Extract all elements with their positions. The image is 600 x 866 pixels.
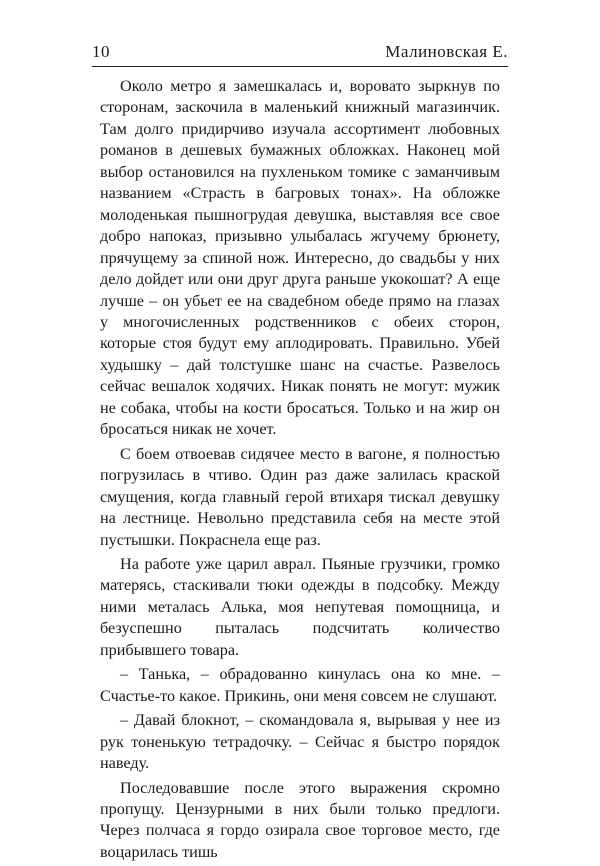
header-rule — [92, 66, 508, 67]
author-name: Малиновская Е. — [385, 42, 508, 61]
paragraph: Около метро я замешкалась и, воровато зыркнув по сторонам, заскочила в маленький книжный магазинчик. Там долго придирчиво изучала ассортимент любовных романов в дешевых бумажных обложках. Наконец мой выбор остановился на пухленьком томике с заманчивым названием «Страсть в багровых тонах». На обложке молоденькая пышногрудая девушка, выставляя все свое добро напоказ, призывно улыбалась жгучему брюнету, прячущему за спиной нож. Интересно, до свадьбы у них дело дойдет или они друг друга раньше укокошат? А еще лучше – он убьет ее на свадебном обеде прямо на глазах у многочисленных родственников с обеих сторон, которые стоя будут ему аплодировать. Правильно. Убей худышку – дай толстушке шанс на счастье. Развелось сейчас вешалок ходячих. Никак понять не могут: мужик не собака, чтобы на кости бросаться. Только и на жир он бросаться никак не хочет. — [100, 77, 500, 439]
paragraph: – Давай блокнот, – скомандовала я, вырывая у нее из рук тоненькую тетрадочку. – Сейчас я быстро порядок наведу. — [100, 711, 500, 773]
paragraph: Последовавшие после этого выражения скромно пропущу. Цензурными в них были только предлоги. Через полчаса я гордо озирала свое торговое место, где воцарилась тишь — [100, 778, 500, 861]
running-head — [92, 42, 508, 66]
paragraph: – Танька, – обрадованно кинулась она ко мне. – Счастье-то какое. Прикинь, они меня совсем не слушают. — [100, 665, 500, 705]
paragraph: На работе уже царил аврал. Пьяные грузчики, громко матерясь, стаскивали тюки одежды в подсобку. Между ними металась Алька, моя непутевая помощница, и безуспешно пыталась подсчитать количество прибывшего товара. — [100, 554, 500, 659]
body-text — [100, 76, 500, 866]
page-number: 10 — [92, 42, 110, 61]
paragraph: С боем отвоевав сидячее место в вагоне, я полностью погрузилась в чтиво. Один раз даже залилась краской смущения, когда главный герой втихаря тискал девушку на лестнице. Невольно представила себя на месте этой пустышки. Покраснела еще раз. — [100, 444, 500, 549]
